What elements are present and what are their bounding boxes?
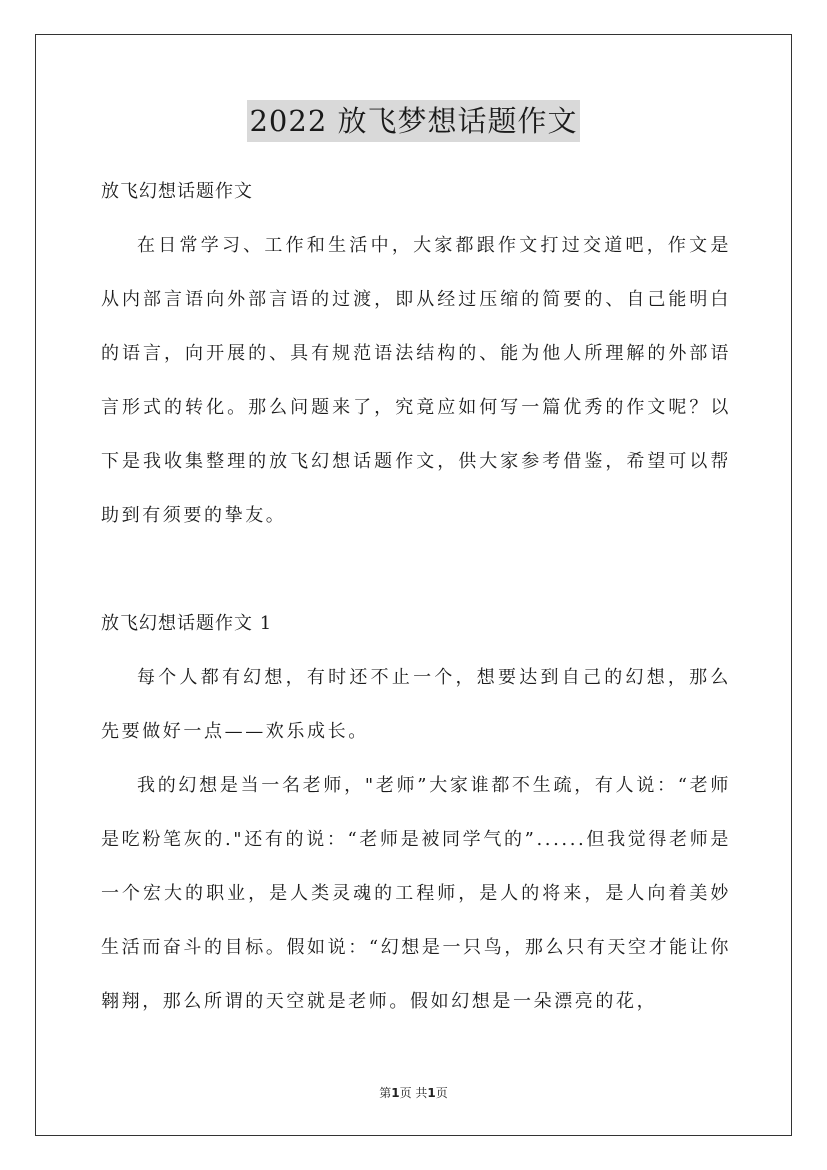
footer-page-suffix: 页 bbox=[435, 1086, 448, 1100]
footer-page-total: 1 bbox=[427, 1086, 436, 1100]
footer-page-mid: 页 共 bbox=[399, 1086, 428, 1100]
intro-heading: 放飞幻想话题作文 bbox=[101, 181, 253, 202]
footer-page-prefix: 第 bbox=[379, 1086, 392, 1100]
document-title: 2022 放飞梦想话题作文 bbox=[247, 100, 579, 142]
section1-heading: 放飞幻想话题作文 1 bbox=[101, 613, 273, 634]
section-spacer bbox=[101, 543, 731, 597]
section1-paragraph-2: 我的幻想是当一名老师，"老师”大家谁都不生疏，有人说：“老师是吃粉笔灰的."还有的说：“老师是被同学气的”......但我觉得老师是一个宏大的职业，是人类灵魂的工程师，是人的将来，是人向着美妙生活而奋斗的目标。假如说：“幻想是一只鸟，那么只有天空才能让你翱翔，那么所谓的天空就是老师。假如幻想是一朵漂亮的花， bbox=[101, 775, 731, 1012]
intro-paragraph: 在日常学习、工作和生活中，大家都跟作文打过交道吧，作文是从内部言语向外部言语的过渡，即从经过压缩的简要的、自己能明白的语言，向开展的、具有规范语法结构的、能为他人所理解的外部语言形式的转化。那么问题来了，究竟应如何写一篇优秀的作文呢？以下是我收集整理的放飞幻想话题作文，供大家参考借鉴，希望可以帮助到有须要的挚友。 bbox=[101, 235, 731, 526]
section1-paragraph-1: 每个人都有幻想，有时还不止一个，想要达到自己的幻想，那么先要做好一点——欢乐成长。 bbox=[101, 667, 731, 742]
document-body bbox=[101, 165, 731, 1029]
footer-page-current: 1 bbox=[391, 1086, 400, 1100]
title-container bbox=[0, 100, 827, 142]
page-footer bbox=[0, 1084, 827, 1101]
